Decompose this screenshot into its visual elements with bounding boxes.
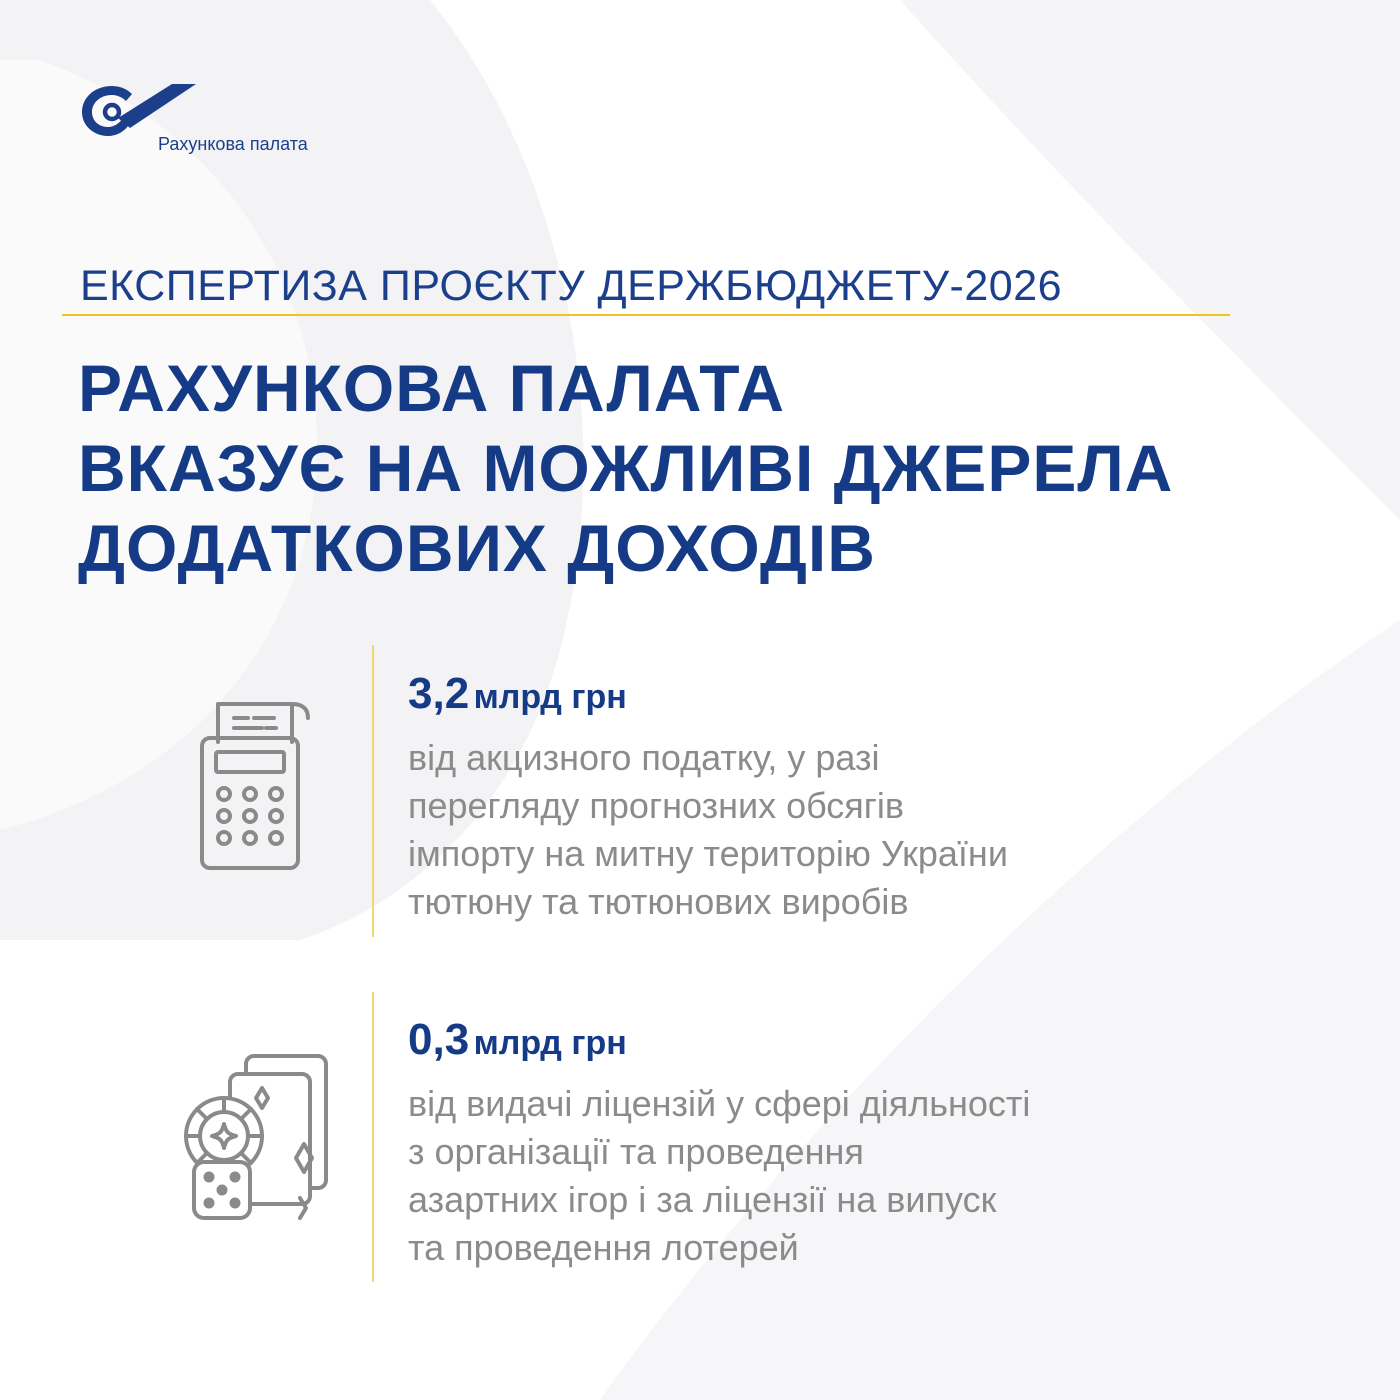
description-line: перегляду прогнозних обсягів <box>408 785 905 826</box>
amount-value: 3,2 <box>408 669 470 718</box>
amount-unit: млрд грн <box>473 678 627 716</box>
description-line: азартних ігор і за ліцензії на випуск <box>408 1179 997 1220</box>
item-description <box>408 734 1008 926</box>
description-line: імпорту на митну територію України <box>408 833 1008 874</box>
headline-line: ДОДАТКОВИХ ДОХОДІВ <box>78 511 876 585</box>
income-item <box>408 1010 1030 1272</box>
amount <box>408 1010 1030 1080</box>
subtitle-underline <box>62 314 1230 316</box>
item-divider <box>372 645 374 937</box>
description-line: та проведення лотерей <box>408 1227 799 1268</box>
description-line: від видачі ліцензій у сфері діяльності <box>408 1083 1031 1124</box>
headline-line: РАХУНКОВА ПАЛАТА <box>78 351 786 425</box>
amount <box>408 664 1008 734</box>
item-description <box>408 1080 1030 1272</box>
description-line: з організації та проведення <box>408 1131 864 1172</box>
description-line: тютюну та тютюнових виробів <box>408 881 909 922</box>
item-divider <box>372 992 374 1282</box>
amount-unit: млрд грн <box>473 1024 627 1062</box>
accounting-chamber-logo-icon <box>78 80 200 142</box>
headline-line: ВКАЗУЄ НА МОЖЛИВІ ДЖЕРЕЛА <box>78 431 1174 505</box>
headline <box>78 348 1173 588</box>
logo-text: Рахункова палата <box>158 134 308 154</box>
income-item <box>408 664 1008 926</box>
subtitle: ЕКСПЕРТИЗА ПРОЄКТУ ДЕРЖБЮДЖЕТУ-2026 <box>80 262 1063 310</box>
description-line: від акцизного податку, у разі <box>408 737 880 778</box>
gambling-cards-chips-dice-icon <box>180 1052 336 1220</box>
amount-value: 0,3 <box>408 1015 470 1064</box>
cash-register-receipt-icon <box>196 696 316 872</box>
